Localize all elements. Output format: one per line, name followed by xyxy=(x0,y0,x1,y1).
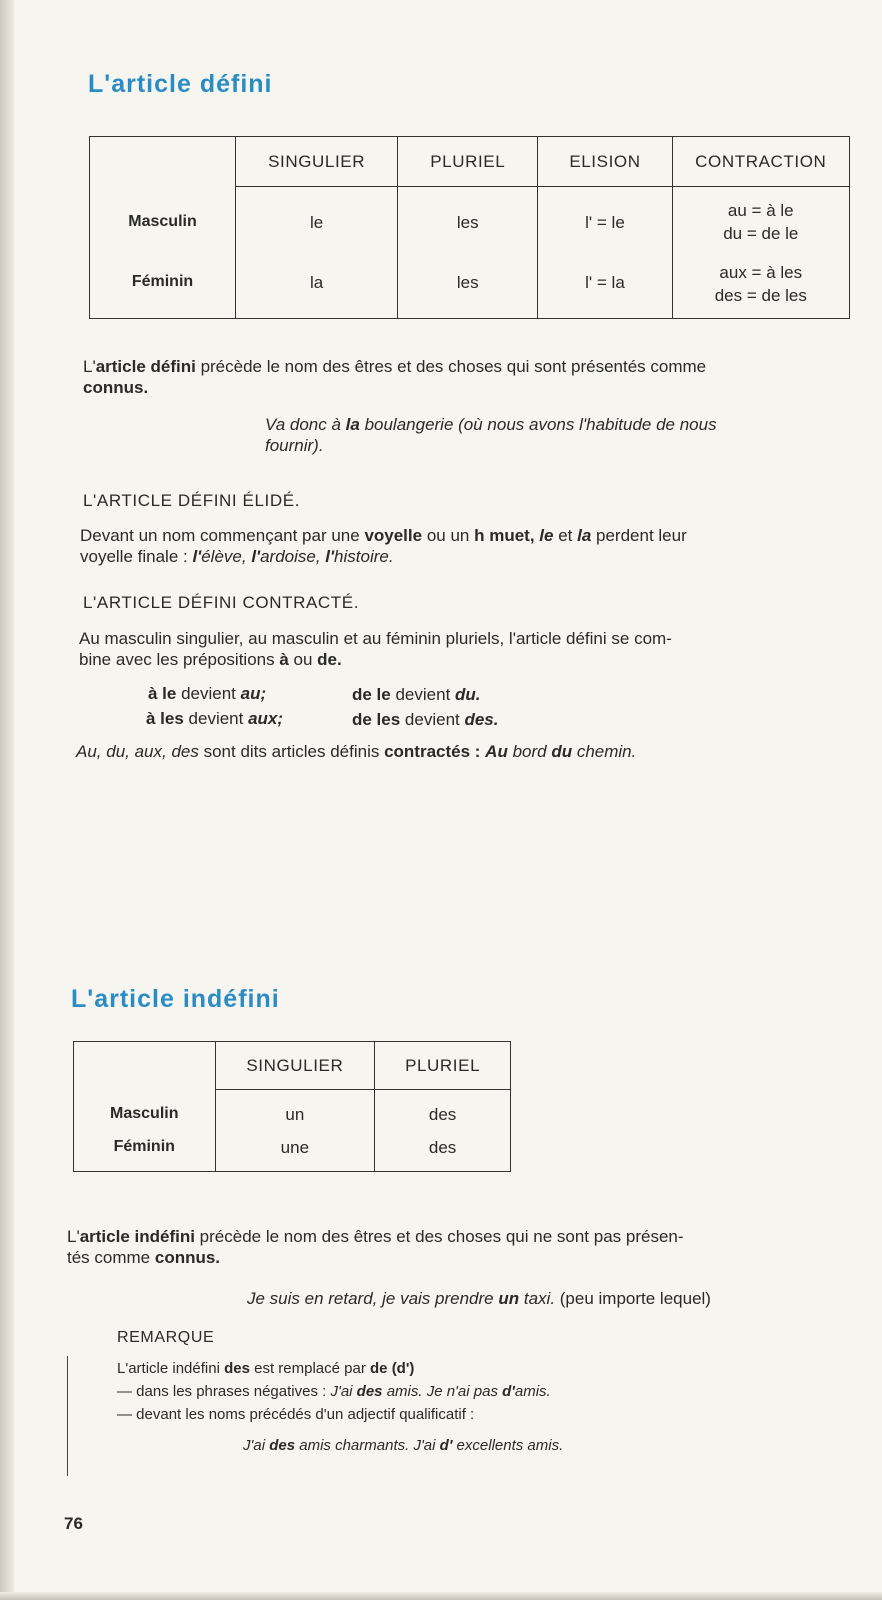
remarque-title: REMARQUE xyxy=(117,1329,215,1346)
rule-a-le: à le devient au; xyxy=(148,684,267,703)
book-spine-shadow xyxy=(0,0,14,1600)
table-corner xyxy=(90,137,236,187)
cell-pluriel-masc: les xyxy=(456,212,479,232)
header-singulier: SINGULIER xyxy=(215,1042,375,1090)
section-title-indefini: L'article indéfini xyxy=(71,985,280,1013)
elision-column xyxy=(538,187,672,319)
header-elision: ELISION xyxy=(538,137,672,187)
header-pluriel: PLURIEL xyxy=(375,1042,511,1090)
cell-elision-masc: l' = le xyxy=(585,212,625,232)
remarque-line4: J'ai des amis charmants. J'ai d' excellents amis. xyxy=(243,1437,564,1454)
subtitle-elide: L'ARTICLE DÉFINI ÉLIDÉ. xyxy=(83,491,301,510)
page-number: 76 xyxy=(64,1514,83,1533)
header-contraction: CONTRACTION xyxy=(672,137,849,187)
rule-a-les: à les devient aux; xyxy=(146,709,284,728)
remarque-line2: — dans les phrases négatives : J'ai des amis. Je n'ai pas d'amis. xyxy=(117,1383,551,1400)
defini-example: Va donc à la boulangerie (où nous avons l'habitude de nous fournir). xyxy=(265,415,717,455)
contraction-des: des = de les xyxy=(714,285,807,305)
header-pluriel: PLURIEL xyxy=(398,137,538,187)
header-singulier: SINGULIER xyxy=(236,137,398,187)
subtitle-contracte: L'ARTICLE DÉFINI CONTRACTÉ. xyxy=(83,593,360,612)
defini-intro: L'article défini précède le nom des êtres et des choses qui sont présentés comme connus. xyxy=(83,357,707,397)
gender-feminin: Féminin xyxy=(131,273,194,291)
page-bottom-edge xyxy=(0,1592,882,1600)
contracts-sentence: Au, du, aux, des sont dits articles définis contractés : Au bord du chemin. xyxy=(76,742,637,761)
singulier-column xyxy=(215,1090,375,1172)
singulier-column xyxy=(236,187,398,319)
cell-pluriel-fem: les xyxy=(456,272,479,292)
cell-une: une xyxy=(280,1137,310,1157)
section-title-defini: L'article défini xyxy=(88,70,273,98)
rule-de-le: de le devient du. xyxy=(352,685,481,704)
remarque-margin-rule xyxy=(67,1356,68,1476)
cell-singulier-fem: la xyxy=(309,272,324,292)
pluriel-column xyxy=(398,187,538,319)
remarque-line3: — devant les noms précédés d'un adjectif qualificatif : xyxy=(117,1406,475,1423)
contracte-text: Au masculin singulier, au masculin et au féminin pluriels, l'article défini se com- bine avec les prépositions à ou de. xyxy=(79,629,672,669)
cell-des-masc: des xyxy=(428,1104,457,1124)
remarque-line1: L'article indéfini des est remplacé par de (d') xyxy=(117,1360,415,1377)
gender-masculin: Masculin xyxy=(128,213,197,231)
contraction-column xyxy=(672,187,849,319)
indefini-intro: L'article indéfini précède le nom des êtres et des choses qui ne sont pas présen- tés comme connus. xyxy=(67,1227,684,1267)
table-article-defini xyxy=(89,136,850,319)
gender-feminin: Féminin xyxy=(113,1138,175,1156)
elide-text: Devant un nom commençant par une voyelle ou un h muet, le et la perdent leur voyelle finale : l'élève, l'ardoise, l'histoire. xyxy=(80,526,687,566)
contraction-au: au = à le xyxy=(727,200,794,220)
table-article-indefini xyxy=(73,1041,511,1172)
cell-un: un xyxy=(285,1104,305,1124)
gender-masculin: Masculin xyxy=(110,1105,179,1123)
contraction-aux: aux = à les xyxy=(719,262,803,282)
cell-elision-fem: l' = la xyxy=(585,272,625,292)
indefini-example: Je suis en retard, je vais prendre un taxi. (peu importe lequel) xyxy=(247,1289,711,1308)
table-corner xyxy=(74,1042,216,1090)
rule-de-les: de les devient des. xyxy=(352,710,499,729)
cell-singulier-masc: le xyxy=(309,212,324,232)
pluriel-column xyxy=(375,1090,511,1172)
contraction-du: du = de le xyxy=(723,223,799,243)
gender-column xyxy=(90,187,236,319)
gender-column xyxy=(74,1090,216,1172)
cell-des-fem: des xyxy=(428,1137,457,1157)
